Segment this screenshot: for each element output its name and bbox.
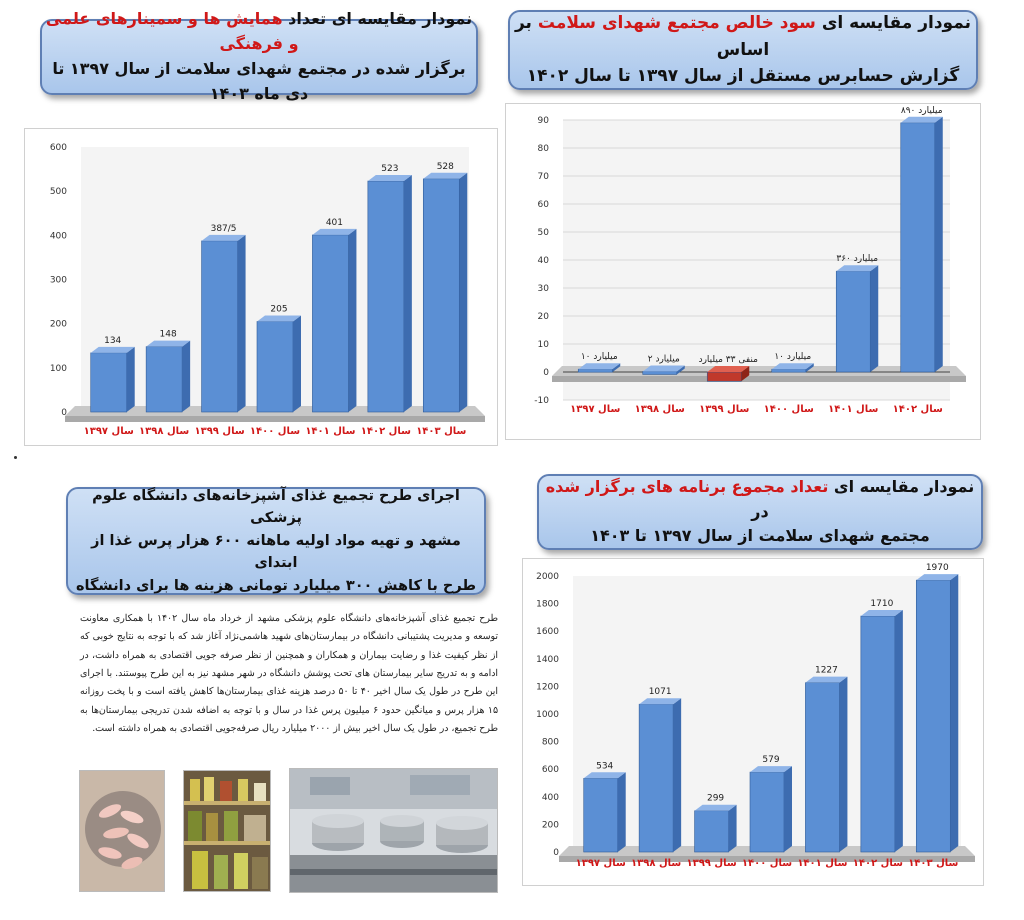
chart1-data-label: 401 xyxy=(325,217,344,228)
chart3-ytick-label: 200 xyxy=(541,820,559,831)
chart3-category-label: سال ۱۴۰۱ xyxy=(797,858,848,869)
chart3-category-label: سال ۱۳۹۸ xyxy=(631,858,682,869)
chart3-category-label: سال ۱۴۰۲ xyxy=(852,858,903,869)
chart1-ytick-label: 200 xyxy=(49,319,67,330)
chart1-bar-side xyxy=(238,235,246,412)
chart1-floor-edge xyxy=(65,416,485,422)
chart2-bar-side xyxy=(870,265,878,372)
chart3-bar-side xyxy=(950,574,958,852)
chart3-ytick-label: 1200 xyxy=(536,682,559,693)
chart3-title-suffix: در xyxy=(751,501,769,521)
chart1-bar-side xyxy=(182,341,190,412)
photo-storage-shelves xyxy=(183,770,271,892)
chart1-bar xyxy=(368,181,404,412)
chart2-bar xyxy=(836,271,870,372)
chart3-bar xyxy=(750,772,784,852)
chart2-category-label: سال ۱۴۰۰ xyxy=(763,404,814,415)
photo-raw-chicken xyxy=(79,770,165,892)
chart2-ytick-label: 70 xyxy=(537,172,549,182)
chart2-bar xyxy=(707,372,741,381)
chart1-ytick-label: 100 xyxy=(49,363,67,374)
chart1-category-label: سال ۱۳۹۸ xyxy=(139,426,190,437)
chart2-title-highlight: سود خالص مجتمع شهدای سلامت xyxy=(537,13,816,34)
chart1-bar xyxy=(91,353,127,412)
chart1-title-banner xyxy=(40,9,478,103)
chart3-bar xyxy=(639,704,673,852)
chart2-ytick-label: 50 xyxy=(537,228,549,238)
chart2-data-label: ۲ میلیارد xyxy=(647,354,680,365)
chart2-title-suffix: بر اساس xyxy=(514,13,770,60)
chart2-bar xyxy=(901,123,935,372)
chart2-title-line1 xyxy=(510,10,976,63)
chart3-ytick-label: 1600 xyxy=(536,627,559,638)
stray-dot xyxy=(14,456,17,459)
chart3-title-banner xyxy=(537,474,983,550)
chart3-category-label: سال ۱۴۰۰ xyxy=(741,858,793,869)
chart1-title-line2: برگزار شده در مجتمع شهدای سلامت از سال ۱۳۹۷ تا دی ماه ۱۴۰۳ xyxy=(52,59,466,103)
chart3-bar-side xyxy=(673,698,681,852)
chart3-ytick-label: 0 xyxy=(553,848,559,858)
chart1-data-label: 528 xyxy=(436,161,454,172)
chart3-ytick-label: 1000 xyxy=(536,710,559,720)
chart3-bar xyxy=(916,580,950,852)
chart2-bar xyxy=(578,369,612,372)
chart3-ytick-label: 1400 xyxy=(536,654,559,665)
chart2-panel xyxy=(505,103,981,440)
chart1-title-highlight: همایش ها و سمینارهای علمی و فرهنگی xyxy=(45,9,299,54)
chart3-data-label: 1710 xyxy=(870,599,894,610)
chart3-title-line2: مجتمع شهدای سلامت از سال ۱۳۹۷ تا ۱۴۰۳ xyxy=(590,526,930,546)
chart2-title-prefix: نمودار مقایسه ای xyxy=(821,13,971,34)
chart3-ytick-label: 2000 xyxy=(536,572,559,582)
chart3-category-label: سال ۱۴۰۳ xyxy=(908,858,959,869)
news-heading-line3: طرح با کاهش ۳۰۰ میلیارد تومانی هزینه ها برای دانشگاه xyxy=(76,577,476,594)
chart1-category-label: سال ۱۳۹۷ xyxy=(83,426,134,437)
chart1-category-label: سال ۱۳۹۹ xyxy=(194,426,245,437)
chart1-bar xyxy=(312,235,348,412)
chart1-category-label: سال ۱۴۰۳ xyxy=(416,426,467,437)
chart1-svg xyxy=(25,129,499,447)
chart2-ytick-label: -10 xyxy=(534,396,549,406)
chart2-data-label: ۱۰ میلیارد xyxy=(580,352,618,363)
chart3-title-prefix: نمودار مقایسه ای xyxy=(833,476,975,496)
chart2-ytick-label: 10 xyxy=(537,340,549,350)
chart1-bar-side xyxy=(127,347,135,412)
chart1-bar xyxy=(146,347,182,412)
chart2-ytick-label: 60 xyxy=(537,200,549,210)
photo-industrial-kitchen xyxy=(289,768,498,893)
chart3-ytick-label: 600 xyxy=(541,765,559,776)
chart3-bar xyxy=(584,778,618,852)
chart3-bar xyxy=(805,683,839,852)
chart1-ytick-label: 600 xyxy=(49,143,67,153)
chart1-data-label: 523 xyxy=(381,164,399,175)
chart2-category-label: سال ۱۴۰۲ xyxy=(892,404,943,415)
chart2-floor-edge xyxy=(552,376,966,382)
chart1-panel xyxy=(24,128,498,446)
chart2-data-label: ۸۹۰ میلیارد xyxy=(900,105,943,116)
news-heading-line1: اجرای طرح تجمیع غذای آشپزخانه‌های دانشگاه علوم پزشکی xyxy=(92,487,460,527)
chart3-data-label: 299 xyxy=(706,793,725,804)
chart3-bar xyxy=(695,811,729,852)
chart3-bar xyxy=(861,616,895,852)
chart1-bar xyxy=(423,179,459,412)
chart2-svg xyxy=(506,104,982,441)
chart3-data-label: 534 xyxy=(596,761,614,772)
chart1-bar-side xyxy=(293,315,301,412)
chart2-bar xyxy=(643,371,677,374)
chart3-category-label: سال ۱۳۹۷ xyxy=(575,858,626,869)
chart3-panel xyxy=(522,558,984,886)
chart1-data-label: 148 xyxy=(159,329,177,340)
chart1-title-line1 xyxy=(42,7,476,57)
chart1-data-label: 387/5 xyxy=(210,223,237,234)
chart3-ytick-label: 400 xyxy=(541,792,559,803)
chart1-data-label: 134 xyxy=(104,335,122,346)
chart1-bar-side xyxy=(459,173,467,412)
chart2-data-label: ۱۰ میلیارد xyxy=(774,352,812,363)
chart3-bar-side xyxy=(729,805,737,852)
chart1-ytick-label: 0 xyxy=(61,408,67,418)
chart1-bar-side xyxy=(404,175,412,412)
chart2-category-label: سال ۱۳۹۸ xyxy=(634,404,685,415)
chart3-ytick-label: 800 xyxy=(541,737,559,748)
chart2-ytick-label: 20 xyxy=(537,312,549,322)
chart1-bar xyxy=(257,321,293,412)
chart3-data-label: 1227 xyxy=(814,665,838,676)
chart3-title-line1 xyxy=(539,475,981,525)
chart1-category-label: سال ۱۴۰۰ xyxy=(249,426,301,437)
chart3-category-label: سال ۱۳۹۹ xyxy=(686,858,737,869)
chart2-title-line2: گزارش حسابرس مستقل از سال ۱۳۹۷ تا سال ۱۴۰۲ xyxy=(526,66,960,87)
chart1-category-label: سال ۱۴۰۱ xyxy=(305,426,356,437)
chart1-ytick-label: 300 xyxy=(49,275,67,286)
chart1-ytick-label: 500 xyxy=(49,187,67,198)
chart2-bar-side xyxy=(935,117,943,372)
chart2-data-label: منفی ۳۳ میلیارد xyxy=(698,355,758,365)
chart2-bar xyxy=(772,369,806,372)
chart2-ytick-label: 30 xyxy=(537,284,549,294)
chart1-data-label: 205 xyxy=(270,304,288,315)
chart2-data-label: ۳۶۰ میلیارد xyxy=(836,254,879,265)
chart2-ytick-label: 40 xyxy=(537,256,549,266)
chart3-data-label: 1071 xyxy=(648,687,672,698)
chart3-svg xyxy=(523,559,985,887)
chart3-data-label: 579 xyxy=(762,755,780,766)
news-heading-banner xyxy=(66,487,486,595)
news-heading-line2: مشهد و تهیه مواد اولیه ماهانه ۶۰۰ هزار پرس غذا از ابتدای xyxy=(91,532,461,572)
chart2-category-label: سال ۱۴۰۱ xyxy=(828,404,879,415)
chart2-category-label: سال ۱۳۹۷ xyxy=(570,404,621,415)
news-body-text: طرح تجمیع غذای آشپزخانه‌های دانشگاه علوم پزشکی مشهد از خرداد ماه سال ۱۴۰۲ با همکاری معاونت توسعه و مدیریت پشتیبانی دانشگاه در بیمارستان‌های شهید هاشمی‌نژاد آغاز شد که با توجه به نتایج خوبی که از نظر کیفیت غذا و رضایت بیماران و همکاران و همچنین از نظر صرفه جویی اقتصادی به همراه داشت، در ادامه و به تدریج سایر بیمارستان های تحت پوشش دانشگاه در شهر مشهد نیز به این طرح پیوستند. با اجرای این طرح در طول یک سال اخیر ۴۰ تا ۵۰ درصد هزینه غذای بیمارستان‌ها کاهش یافته است و با پخت روزانه ۱۵ هزار پرس و میانگین حدود ۶ میلیون پرس غذا در سال و با توجه به اضافه شدن تدریجی بیمارستان‌ها به طرح تجمیع، در طول یک سال اخیر بیش از ۲۰۰۰ میلیارد ریال صرفه‌جویی اقتصادی به همراه داشته است. xyxy=(80,613,498,734)
chart1-category-label: سال ۱۴۰۲ xyxy=(360,426,411,437)
chart2-ytick-label: 90 xyxy=(537,116,549,126)
chart2-ytick-label: 0 xyxy=(543,368,549,378)
chart3-bar-side xyxy=(784,766,792,852)
chart1-title-prefix: نمودار مقایسه ای تعداد xyxy=(288,9,473,29)
chart2-ytick-label: 80 xyxy=(537,144,549,154)
chart3-title-highlight: تعداد مجموع برنامه های برگزار شده xyxy=(545,476,829,496)
chart3-bar-side xyxy=(618,772,626,852)
chart2-title-banner xyxy=(508,10,978,90)
chart3-data-label: 1970 xyxy=(925,563,949,574)
chart2-category-label: سال ۱۳۹۹ xyxy=(699,404,750,415)
chart1-bar xyxy=(202,241,238,412)
chart3-bar-side xyxy=(895,610,903,852)
chart3-bar-side xyxy=(839,677,847,852)
chart3-ytick-label: 1800 xyxy=(536,599,559,610)
chart1-ytick-label: 400 xyxy=(49,231,67,242)
chart1-bar-side xyxy=(348,229,356,412)
